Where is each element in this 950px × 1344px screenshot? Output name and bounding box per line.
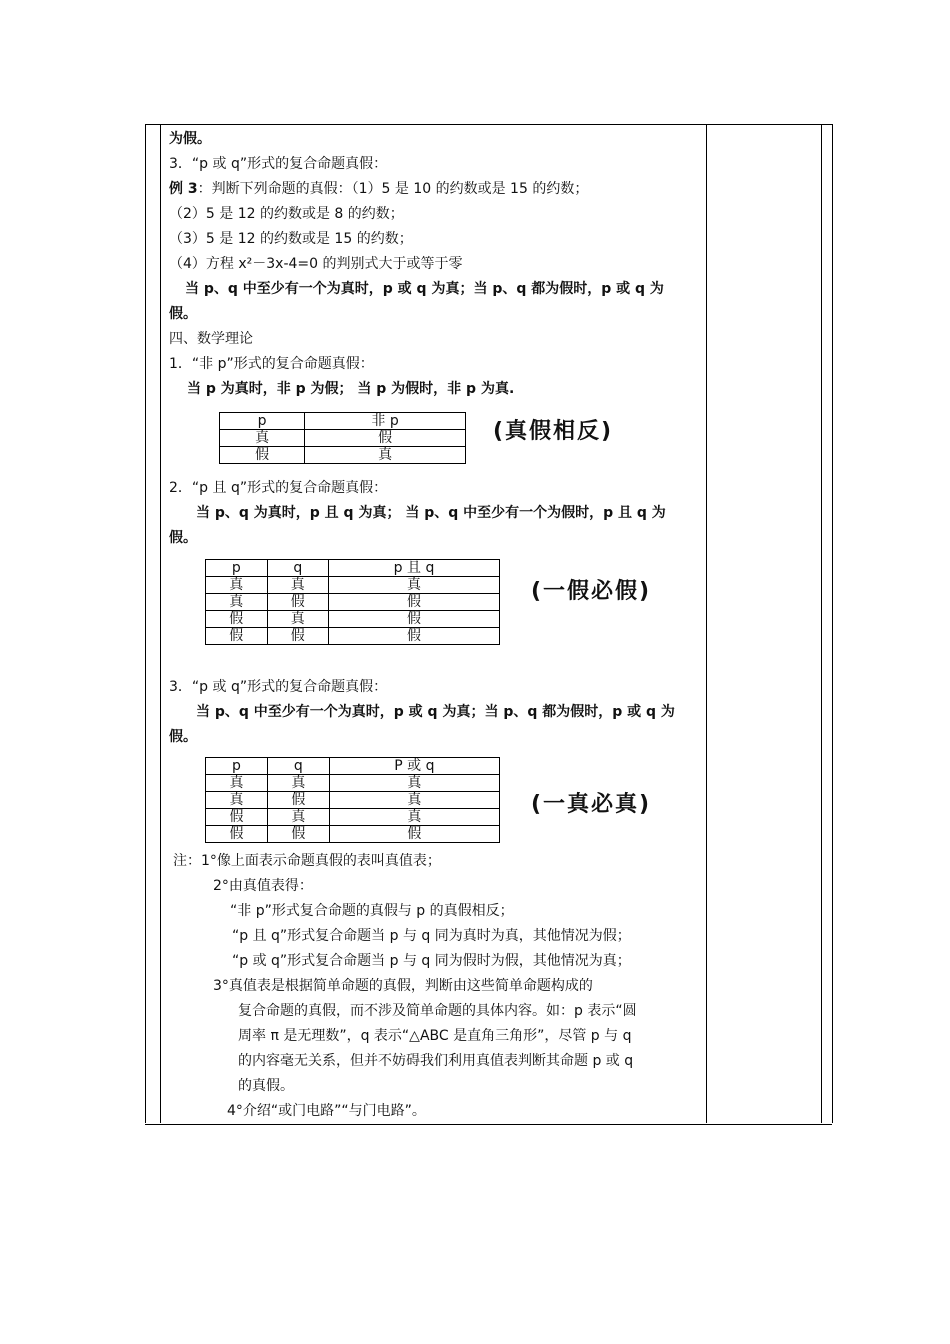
table-cell: 假: [267, 594, 329, 611]
table-header-cell: p: [206, 758, 268, 775]
frame-border-right: [832, 124, 833, 1123]
text-line: 当 p、q 中至少有一个为真时，p 或 q 为真；当 p、q 都为假时，p 或 q 为: [185, 281, 664, 297]
table-cell: 假: [206, 628, 268, 645]
table-row: [206, 611, 500, 628]
table-cell: 假: [305, 430, 466, 447]
table-cell: 真: [206, 594, 268, 611]
text-line: 3．“p 或 q”形式的复合命题真假：: [169, 156, 388, 172]
table-cell: 真: [329, 775, 499, 792]
truth-table-not-caption: (真假相反): [493, 419, 614, 444]
table-cell: 假: [206, 826, 268, 843]
note-line: “p 且 q”形式复合命题当 p 与 q 同为真时为真，其他情况为假；: [232, 928, 631, 944]
table-cell: 假: [329, 594, 500, 611]
table-cell: 真: [206, 775, 268, 792]
truth-table-or-caption: (一真必真): [531, 792, 652, 817]
text-line: 当 p、q 为真时，p 且 q 为真； 当 p、q 中至少有一个为假时，p 且 q 为: [196, 505, 666, 521]
table-cell: 真: [267, 775, 329, 792]
table-cell: 假: [329, 611, 500, 628]
note-line: 注：1°像上面表示命题真假的表叫真值表；: [173, 853, 441, 869]
note-line: 3°真值表是根据简单命题的真假，判断由这些简单命题构成的: [213, 978, 593, 994]
table-row: [206, 792, 500, 809]
truth-table-and-caption: (一假必假): [531, 579, 652, 604]
text-line: 1．“非 p”形式的复合命题真假：: [169, 356, 374, 372]
table-row: [206, 809, 500, 826]
note-line: 周率 π 是无理数”，q 表示“△ABC 是直角三角形”，尽管 p 与 q: [238, 1028, 632, 1044]
example-3-line: [169, 179, 588, 199]
frame-column-divider-1: [160, 124, 161, 1123]
truth-table-or: [205, 757, 500, 843]
table-header-row: [206, 560, 500, 577]
table-cell: 真: [329, 792, 499, 809]
table-row: [206, 594, 500, 611]
table-cell: 真: [329, 577, 500, 594]
table-header-cell: p: [206, 560, 268, 577]
note-line: 的真假。: [238, 1078, 294, 1094]
table-cell: 真: [267, 809, 329, 826]
table-cell: 真: [206, 577, 268, 594]
table-cell: 假: [329, 628, 500, 645]
table-header-cell: P 或 q: [329, 758, 499, 775]
table-cell: 真: [329, 809, 499, 826]
note-line: 4°介绍“或门电路”“与门电路”。: [227, 1103, 426, 1119]
table-cell: 真: [267, 611, 329, 628]
text-line: （2）5 是 12 的约数或是 8 的约数；: [169, 206, 404, 222]
table-header-row: [206, 758, 500, 775]
table-cell: 假: [267, 826, 329, 843]
table-row: [206, 628, 500, 645]
text-line: 为假。: [169, 131, 211, 147]
table-cell: 假: [206, 809, 268, 826]
text-line: 假。: [169, 729, 197, 745]
table-cell: 真: [220, 430, 305, 447]
text-line: 假。: [169, 530, 197, 546]
table-row: [206, 775, 500, 792]
text-line: 当 p 为真时，非 p 为假； 当 p 为假时，非 p 为真.: [187, 381, 515, 397]
text-line: 当 p、q 中至少有一个为真时，p 或 q 为真；当 p、q 都为假时，p 或 q 为: [196, 704, 675, 720]
frame-border-left: [145, 124, 146, 1123]
table-row: [206, 577, 500, 594]
table-cell: 真: [305, 447, 466, 464]
table-cell: 假: [267, 792, 329, 809]
text-line: 3．“p 或 q”形式的复合命题真假：: [169, 679, 388, 695]
table-header-cell: q: [267, 758, 329, 775]
frame-column-divider-2: [706, 124, 707, 1123]
text-line: 假。: [169, 306, 197, 322]
text-line: （4）方程 x²－3x-4=0 的判别式大于或等于零: [169, 256, 463, 272]
truth-table-and: [205, 559, 500, 645]
table-row: [206, 826, 500, 843]
table-cell: 假: [206, 611, 268, 628]
truth-table-not: [219, 412, 466, 464]
text-line: 2．“p 且 q”形式的复合命题真假：: [169, 480, 388, 496]
table-row: [220, 430, 466, 447]
table-cell: 假: [220, 447, 305, 464]
text-line: （3）5 是 12 的约数或是 15 的约数；: [169, 231, 413, 247]
section-heading: 四、数学理论: [169, 331, 253, 347]
table-header-cell: q: [267, 560, 329, 577]
table-row: [220, 447, 466, 464]
table-header-row: [220, 413, 466, 430]
table-header-cell: p: [220, 413, 305, 430]
table-header-cell: 非 p: [305, 413, 466, 430]
table-cell: 假: [329, 826, 499, 843]
table-cell: 假: [267, 628, 329, 645]
example-text: ：判断下列命题的真假：（1）5 是 10 的约数或是 15 的约数；: [197, 181, 589, 197]
table-cell: 真: [206, 792, 268, 809]
note-line: “非 p”形式复合命题的真假与 p 的真假相反；: [230, 903, 514, 919]
note-line: 的内容毫无关系，但并不妨碍我们利用真值表判断其命题 p 或 q: [238, 1053, 634, 1069]
frame-column-divider-3: [821, 124, 822, 1123]
note-line: “p 或 q”形式复合命题当 p 与 q 同为假时为假，其他情况为真；: [232, 953, 631, 969]
example-label: 例 3: [169, 181, 198, 197]
table-cell: 真: [267, 577, 329, 594]
note-line: 2°由真值表得：: [213, 878, 313, 894]
note-line: 复合命题的真假，而不涉及简单命题的具体内容。如：p 表示“圆: [238, 1003, 637, 1019]
table-header-cell: p 且 q: [329, 560, 500, 577]
